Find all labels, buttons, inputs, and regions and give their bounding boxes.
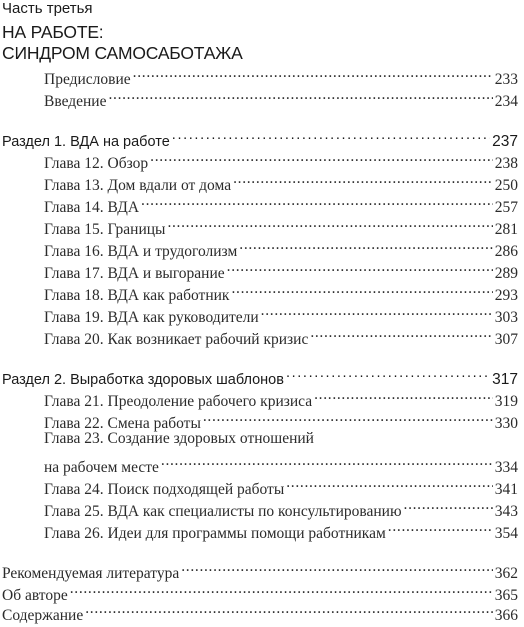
entry-title: Введение bbox=[44, 93, 107, 110]
toc-entry-preface[interactable] bbox=[44, 62, 518, 88]
dot-leader bbox=[70, 578, 493, 600]
part-header bbox=[2, 0, 243, 64]
page-number: 234 bbox=[494, 93, 518, 110]
dot-leader bbox=[161, 450, 493, 472]
dot-leader bbox=[388, 516, 493, 538]
toc-chapter-18[interactable] bbox=[44, 278, 518, 304]
page-number: 281 bbox=[494, 221, 518, 238]
entry-title: Глава 21. Преодоление рабочего кризиса bbox=[44, 393, 313, 410]
toc-chapter-15[interactable] bbox=[44, 212, 518, 238]
toc-chapter-17[interactable] bbox=[44, 256, 518, 282]
entry-title: Глава 19. ВДА как руководители bbox=[44, 309, 259, 326]
dot-leader bbox=[310, 322, 492, 344]
entry-title: Глава 13. Дом вдали от дома bbox=[44, 177, 232, 194]
dot-leader bbox=[167, 212, 492, 234]
part-label: Часть третья bbox=[2, 0, 93, 17]
toc-chapter-23[interactable] bbox=[44, 428, 518, 476]
toc-section-1[interactable] bbox=[2, 124, 518, 150]
page-number: 250 bbox=[494, 177, 518, 194]
dot-leader bbox=[286, 362, 490, 384]
dot-leader bbox=[141, 190, 493, 212]
dot-leader bbox=[404, 494, 493, 516]
toc-entry-about-author[interactable] bbox=[2, 578, 518, 604]
page-number: 365 bbox=[494, 587, 518, 604]
entry-title: Глава 12. Обзор bbox=[44, 155, 149, 172]
entry-title: Глава 24. Поиск подходящей работы bbox=[44, 481, 285, 498]
toc-chapter-23-continuation bbox=[44, 450, 518, 476]
page-number: 303 bbox=[494, 309, 518, 326]
toc-chapter-22[interactable] bbox=[44, 406, 518, 432]
toc-entry-recommended-reading[interactable] bbox=[2, 556, 518, 582]
entry-title: Глава 25. ВДА как специалисты по консультированию bbox=[44, 503, 402, 520]
toc-chapter-13[interactable] bbox=[44, 168, 518, 194]
dot-leader bbox=[181, 556, 493, 578]
dot-leader bbox=[231, 278, 492, 300]
part-title-line1: НА РАБОТЕ: bbox=[2, 22, 104, 42]
entry-title-line2: на рабочем месте bbox=[44, 459, 159, 476]
entry-title: Глава 26. Идеи для программы помощи работникам bbox=[44, 525, 386, 542]
dot-leader bbox=[172, 124, 490, 146]
dot-leader bbox=[150, 146, 493, 168]
section-title: Раздел 2. Выработка здоровых шаблонов bbox=[2, 372, 284, 388]
page-number: 362 bbox=[494, 565, 518, 582]
part-title-line2: СИНДРОМ САМОСАБОТАЖА bbox=[2, 43, 243, 63]
page-number: 319 bbox=[494, 393, 518, 410]
entry-title: Глава 18. ВДА как работник bbox=[44, 287, 230, 304]
page-number: 307 bbox=[494, 331, 518, 348]
toc-chapter-14[interactable] bbox=[44, 190, 518, 216]
toc-chapter-12[interactable] bbox=[44, 146, 518, 172]
toc-chapter-26[interactable] bbox=[44, 516, 518, 542]
entry-title: Об авторе bbox=[2, 587, 68, 604]
entry-title-line1: Глава 23. Создание здоровых отношений bbox=[44, 430, 314, 447]
toc-chapter-25[interactable] bbox=[44, 494, 518, 520]
page-number: 341 bbox=[494, 481, 518, 498]
entry-title: Глава 22. Смена работы bbox=[44, 415, 201, 432]
dot-leader bbox=[261, 300, 493, 322]
toc-chapter-20[interactable] bbox=[44, 322, 518, 348]
page-number: 233 bbox=[494, 71, 518, 88]
dot-leader bbox=[203, 406, 493, 428]
toc-chapter-24[interactable] bbox=[44, 472, 518, 498]
page-number: 293 bbox=[494, 287, 518, 304]
dot-leader bbox=[108, 84, 492, 106]
dot-leader bbox=[233, 168, 493, 190]
toc-entry-introduction[interactable] bbox=[44, 84, 518, 110]
section-title: Раздел 1. ВДА на работе bbox=[2, 134, 170, 150]
page-number: 286 bbox=[494, 243, 518, 260]
dot-leader bbox=[314, 384, 493, 406]
page-number: 343 bbox=[494, 503, 518, 520]
entry-title: Предисловие bbox=[44, 71, 131, 88]
page-number: 330 bbox=[494, 415, 518, 432]
entry-title: Рекомендуемая литература bbox=[2, 565, 180, 582]
dot-leader bbox=[133, 62, 493, 84]
dot-leader bbox=[239, 234, 492, 256]
page-number: 237 bbox=[492, 133, 518, 150]
dot-leader bbox=[85, 598, 493, 620]
page-number: 238 bbox=[494, 155, 518, 172]
toc-entry-contents[interactable] bbox=[2, 598, 518, 624]
page-number: 366 bbox=[494, 607, 518, 624]
entry-title: Содержание bbox=[2, 607, 84, 624]
page-number: 257 bbox=[494, 199, 518, 216]
page-number: 289 bbox=[494, 265, 518, 282]
page-number: 334 bbox=[494, 459, 518, 476]
toc-section-2[interactable] bbox=[2, 362, 518, 388]
entry-title: Глава 20. Как возникает рабочий кризис bbox=[44, 331, 309, 348]
page-number: 354 bbox=[494, 525, 518, 542]
entry-title: Глава 14. ВДА bbox=[44, 199, 140, 216]
page-number: 317 bbox=[492, 371, 518, 388]
dot-leader bbox=[227, 256, 493, 278]
dot-leader bbox=[286, 472, 493, 494]
toc-chapter-19[interactable] bbox=[44, 300, 518, 326]
entry-title: Глава 15. Границы bbox=[44, 221, 166, 238]
toc-chapter-16[interactable] bbox=[44, 234, 518, 260]
entry-title: Глава 16. ВДА и трудоголизм bbox=[44, 243, 238, 260]
toc-chapter-21[interactable] bbox=[44, 384, 518, 410]
entry-title: Глава 17. ВДА и выгорание bbox=[44, 265, 225, 282]
